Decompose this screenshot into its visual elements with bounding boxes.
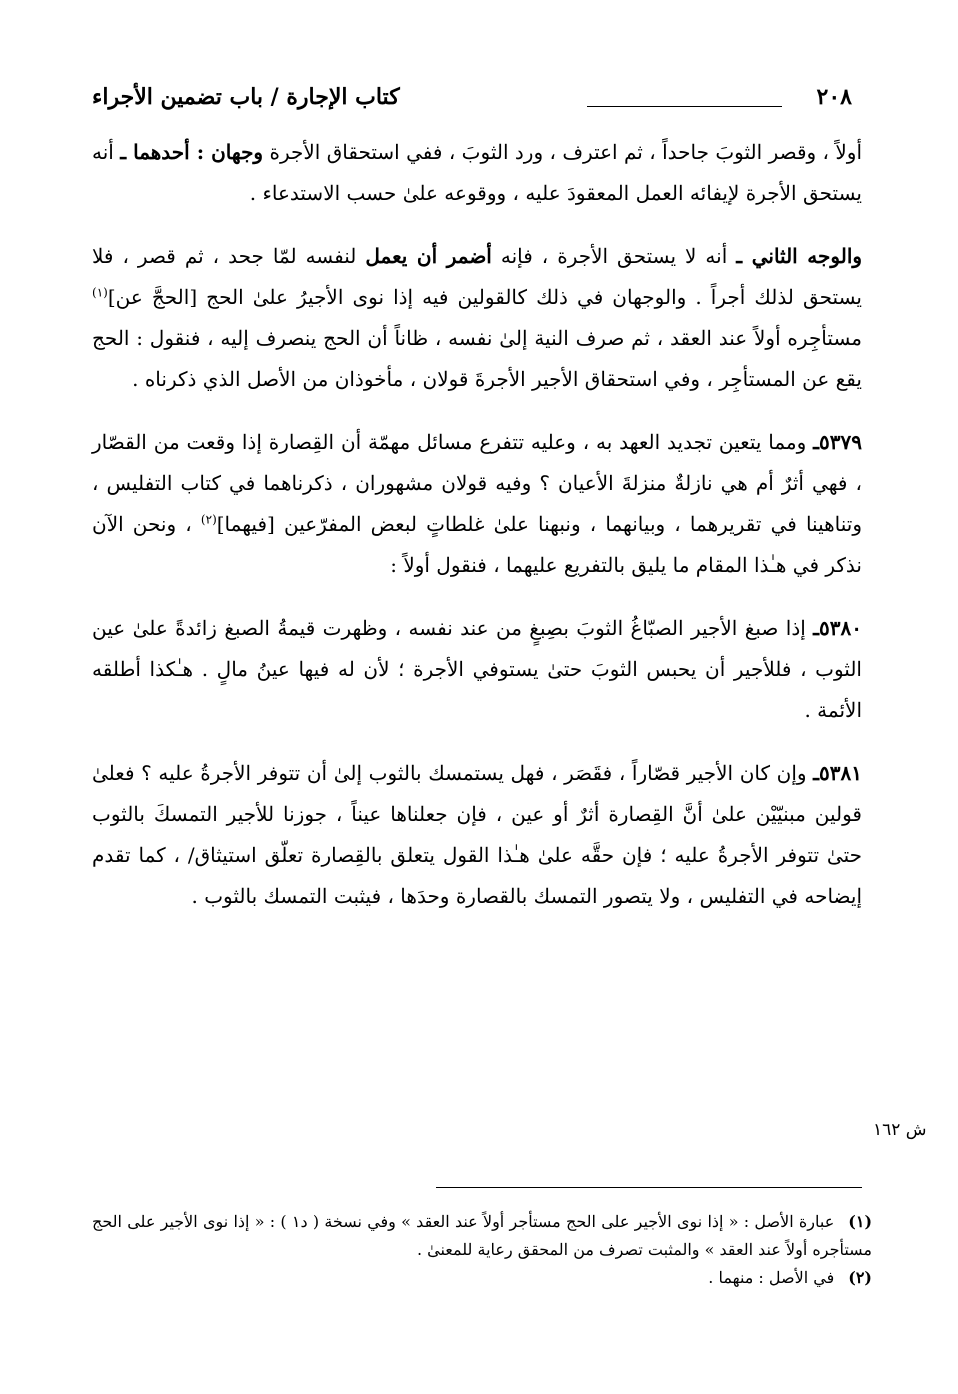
footnotes [92, 1208, 872, 1292]
footnote-rule [436, 1187, 862, 1188]
paragraph-1 [92, 132, 862, 214]
issue-number: ٥٣٧٩ـ [813, 430, 862, 454]
paragraph-2 [92, 236, 862, 400]
paragraph-text: أنه يستحق الأجرة لإيفائه العمل المعقودَ عليه ، ووقوعه علىٰ حسب الاستدعاء . [92, 140, 862, 205]
paragraph-text: لنفسه لمّا جحد ، ثم قصر ، فلا يستحق لذلك أجراً . والوجهان في ذلك كالقولين فيه إذا نوى الأجيرُ علىٰ الحج [الحجَّ عن] [92, 244, 862, 309]
footnote-text: في الأصل : منهما . [708, 1268, 835, 1287]
bold-lead: والوجه الثاني ـ [736, 244, 863, 268]
manuscript-folio-note: ش ١٦٢ [873, 1120, 927, 1140]
footnote-number: (٢) [848, 1268, 872, 1287]
issue-number: ٥٣٨٠ـ [813, 616, 862, 640]
running-title: كتاب الإجارة / باب تضمين الأجراء [92, 84, 400, 110]
paragraph-5380 [92, 608, 862, 731]
main-text [92, 132, 862, 917]
paragraph-text: ، ونحن الآن نذكر في هـٰذا المقام ما يليق بالتفريع عليهما ، فنقول أولاً : [92, 512, 862, 577]
paragraph-text: إذا صبغ الأجير الصبّاغُ الثوبَ بصِبغٍ من عند نفسه ، وظهرت قيمةُ الصبغ زائدةً علىٰ عين الثوب ، فللأجير أن يحبس الثوبَ حتىٰ يستوفي الأجرة ؛ لأن له فيها عينُ مالٍ . هـٰكذا أطلقه الأئمة . [92, 616, 862, 722]
page-number: ٢٠٨ [816, 84, 852, 110]
running-header [92, 84, 852, 114]
bold-lead: وجهان : أحدهما ـ [120, 140, 264, 164]
header-rule [587, 106, 782, 107]
footnote-1 [92, 1208, 872, 1264]
footnote-number: (١) [848, 1212, 873, 1231]
paragraph-text: مستأجِره أولاً عند العقد ، ثم صرف النية إلىٰ نفسه ، ظاناً أن الحج ينصرف إليه ، فنقول : الحج يقع عن المستأجِر ، وفي استحقاق الأجير الأجرةَ قولان ، مأخوذان من الأصل الذي ذكرناه . [92, 326, 862, 391]
paragraph-text: وإن كان الأجير قصّاراً ، فقَصَر ، فهل يستمسك بالثوب إلىٰ أن تتوفر الأجرةُ عليه ؟ فعلىٰ قولين مبنيّيْن علىٰ أنَّ القِصارة أثرٌ أو عين ، فإن جعلناها عيناً ، جوزنا للأجير التمسكَ بالثوب حتىٰ تتوفر الأجرةُ عليه ؛ فإن حقَّه علىٰ هـٰذا القول يتعلق بالقِصارة تعلّق استيثاق/ ، كما تقدم إيضاحه في التفليس ، ولا يتصور التمسك بالقصارة وحدَها ، فيثبت التمسك بالثوب . [92, 761, 862, 908]
paragraph-text: أنه لا يستحق الأجرة ، فإنه [500, 244, 728, 268]
footnote-ref-1: (١) [92, 285, 108, 300]
paragraph-5381 [92, 753, 862, 917]
footnote-ref-2: (٢) [200, 512, 217, 527]
paragraph-5379 [92, 422, 862, 586]
paragraph-text: ومما يتعين تجديد العهد به ، وعليه تتفرع مسائل مهمّة أن القِصارة إذا وقعت من القصّار ، فهي أثرٌ أم هي نازلةٌ منزلةَ الأعيان ؟ وفيه قولان مشهوران ، ذكرناهما في كتاب التفليس ، وتناهينا في تقريرهما ، وبيانهما ، ونبهنا علىٰ غلطاتٍ لبعض المفرّعين [فيهما] [92, 430, 863, 536]
footnote-2 [92, 1264, 872, 1292]
issue-number: ٥٣٨١ـ [813, 761, 862, 785]
footnote-text: عبارة الأصل : « إذا نوى الأجير على الحج مستأجر أولاً عند العقد » وفي نسخة ( د١ ) : « إذا نوى الأجير على الحج مستأجره أولاً عند العقد » والمثبت تصرف من المحقق رعاية للمعنىٰ . [92, 1212, 872, 1259]
bold-phrase: أضمر أن يعمل [365, 244, 492, 268]
paragraph-text: أولاً ، وقصر الثوبَ جاحداً ، ثم اعترف ، ورد الثوبَ ، ففي استحقاق الأجرة [269, 140, 863, 164]
